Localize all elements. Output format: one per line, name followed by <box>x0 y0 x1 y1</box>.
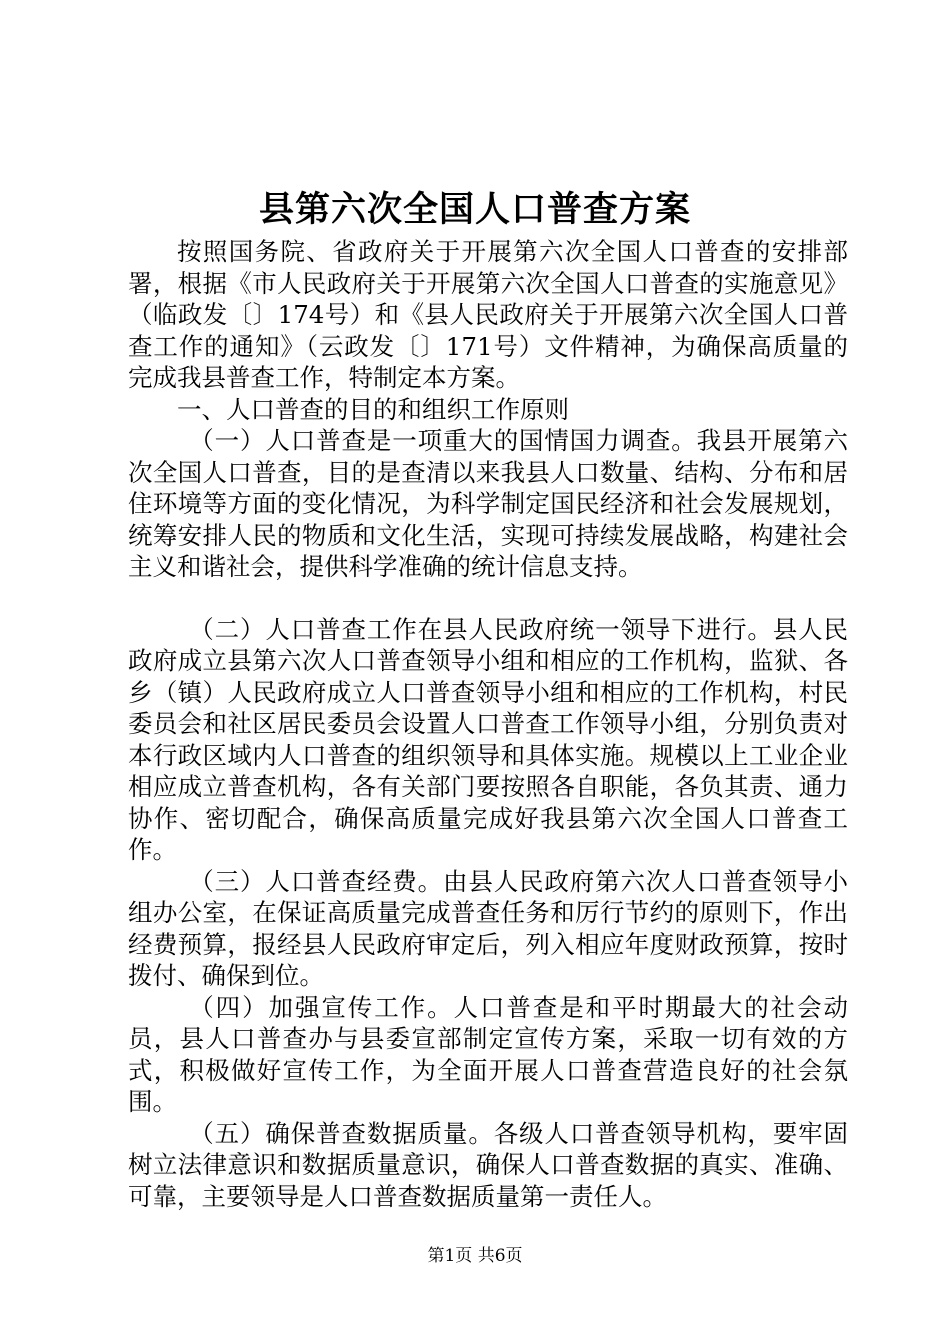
document-body <box>128 236 848 1212</box>
paragraph-item-3: （三）人口普查经费。由县人民政府第六次人口普查领导小组办公室，在保证高质量完成普查任务和厉行节约的原则下，作出经费预算，报经县人民政府审定后，列入相应年度财政预算，按时拨付、确保到位。 <box>128 866 848 990</box>
paragraph-item-2: （二）人口普查工作在县人民政府统一领导下进行。县人民政府成立县第六次人口普查领导小组和相应的工作机构，监狱、各乡（镇）人民政府成立人口普查领导小组和相应的工作机构，村民委员会和社区居民委员会设置人口普查工作领导小组，分别负责对本行政区域内人口普查的组织领导和具体实施。规模以上工业企业相应成立普查机构，各有关部门要按照各自职能，各负其责、通力协作、密切配合，确保高质量完成好我县第六次全国人口普查工作。 <box>128 614 848 864</box>
intro-paragraph: 按照国务院、省政府关于开展第六次全国人口普查的安排部署，根据《市人民政府关于开展第六次全国人口普查的实施意见》（临政发〔〕174号）和《县人民政府关于开展第六次全国人口普查工作的通知》（云政发〔〕171号）文件精神，为确保高质量的完成我县普查工作，特制定本方案。 <box>128 237 848 392</box>
page-footer: 第1页 共6页 <box>427 1246 523 1266</box>
paragraph-item-5: （五）确保普查数据质量。各级人口普查领导机构，要牢固树立法律意识和数据质量意识，确保人口普查数据的真实、准确、可靠，主要领导是人口普查数据质量第一责任人。 <box>128 1118 848 1211</box>
paragraph-item-1: （一）人口普查是一项重大的国情国力调查。我县开展第六次全国人口普查，目的是查清以来我县人口数量、结构、分布和居住环境等方面的变化情况，为科学制定国民经济和社会发展规划，统筹安排人民的物质和文化生活，实现可持续发展战略，构建社会主义和谐社会，提供科学准确的统计信息支持。 <box>128 426 848 581</box>
document-title: 县第六次全国人口普查方案 <box>258 189 691 230</box>
paragraph-item-4: （四）加强宣传工作。人口普查是和平时期最大的社会动员，县人口普查办与县委宣部制定宣传方案，采取一切有效的方式，积极做好宣传工作，为全面开展人口普查营造良好的社会氛围。 <box>128 992 848 1116</box>
section-heading-1: 一、人口普查的目的和组织工作原则 <box>177 394 569 424</box>
